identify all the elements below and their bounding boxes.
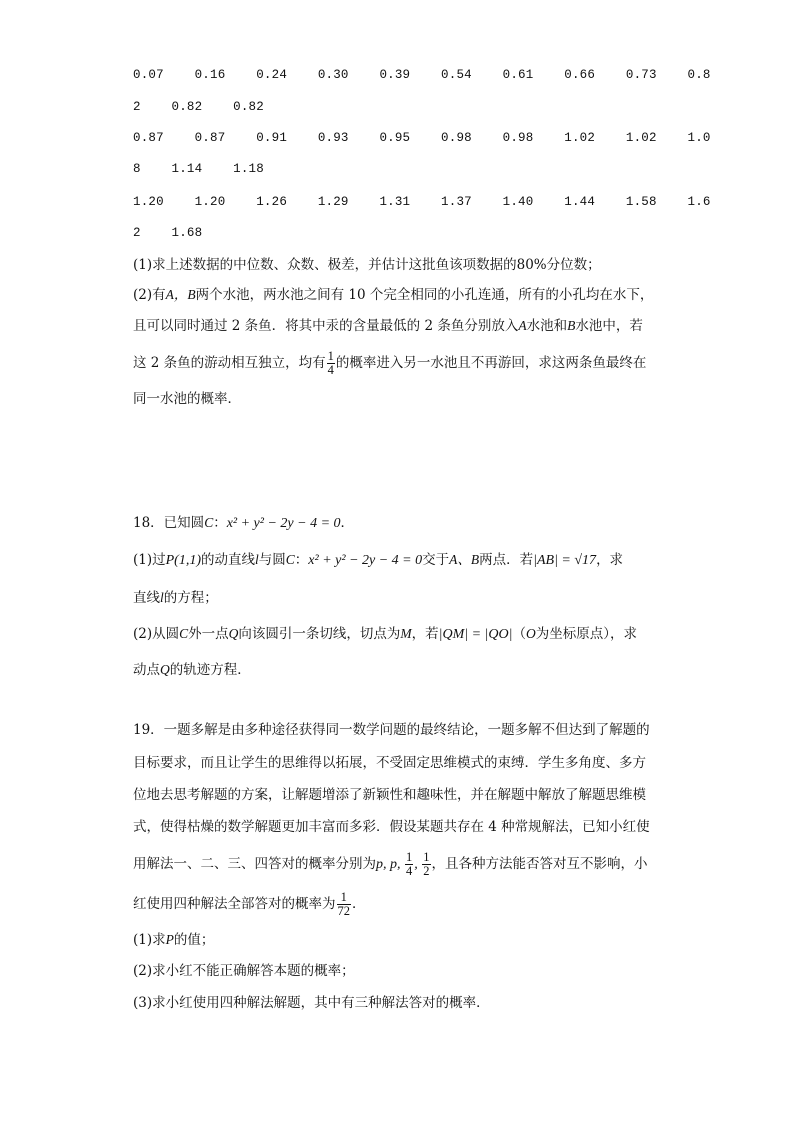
- q17-part2-line4: 同一水池的概率．: [133, 391, 241, 407]
- q18-part1-line1: (1)过P(1,1)的动直线l与圆C：x² + y² − 2y − 4 = 0交于A、B两点．若|AB| = √17，求: [133, 552, 624, 568]
- q19-line6: 红使用四种解法全部答对的概率为 $\frac{1}{72}$ ．: [133, 890, 366, 918]
- data-row-1: 0.07 0.16 0.24 0.30 0.39 0.54 0.61 0.66 0.73 0.8: [133, 68, 711, 82]
- q18-part2-line2: 动点Q的轨迹方程．: [133, 662, 251, 678]
- q19-line4: 式，使得枯燥的数学解题更加丰富而多彩．假设某题共存在 4 种常规解法，已知小红使: [133, 819, 650, 835]
- q18-stem: 18．已知圆C：x² + y² − 2y − 4 = 0．: [133, 515, 355, 531]
- q19-line1: 19．一题多解是由多种途径获得同一数学问题的最终结论，一题多解不但达到了解题的: [133, 722, 650, 738]
- fraction-one-seventytwo: $\frac{1}{72}$: [337, 890, 350, 918]
- q18-part2-line1: (2)从圆C外一点Q向该圆引一条切线，切点为M，若|QM| = |QO|（O为坐标原点），求: [133, 626, 637, 642]
- q19-line3: 位地去思考解题的方案，让解题增添了新颖性和趣味性，并在解题中解放了解题思维模: [133, 787, 646, 803]
- q19-sub2: (2)求小红不能正确解答本题的概率；: [133, 963, 355, 979]
- q18-part1-line2: 直线l的方程；: [133, 590, 218, 606]
- fraction-one-quarter: $\frac{1}{4}$: [327, 349, 334, 377]
- data-row-2-wrap: 8 1.14 1.18: [133, 162, 264, 176]
- q19-sub3: (3)求小红使用四种解法解题，其中有三种解法答对的概率．: [133, 995, 490, 1011]
- q17-part2-line1: (2)有A，B两个水池，两水池之间有 10 个完全相同的小孔连通，所有的小孔均在水下，: [133, 287, 654, 303]
- data-row-3: 1.20 1.20 1.26 1.29 1.31 1.37 1.40 1.44 1.58 1.6: [133, 195, 711, 209]
- fraction-one-quarter: $\frac{1}{4}$: [406, 850, 413, 878]
- fraction-one-half: $\frac{1}{2}$: [423, 850, 430, 878]
- q19-line2: 目标要求，而且让学生的思维得以拓展，不受固定思维模式的束缚．学生多角度、多方: [133, 755, 646, 771]
- q17-part2-line3: 这 2 条鱼的游动相互独立，均有 $\frac{1}{4}$ 的概率进入另一水池且不再游回，求这两条鱼最终在: [133, 349, 647, 377]
- data-row-2: 0.87 0.87 0.91 0.93 0.95 0.98 0.98 1.02 1.02 1.0: [133, 131, 711, 145]
- data-row-3-wrap: 2 1.68: [133, 226, 203, 240]
- q17-part1: (1)求上述数据的中位数、众数、极差，并估计这批鱼该项数据的80%分位数；: [133, 257, 601, 273]
- q19-sub1: (1)求P的值；: [133, 932, 215, 948]
- q17-part2-line2: 且可以同时通过 2 条鱼．将其中汞的含量最低的 2 条鱼分别放入A水池和B水池中，若: [133, 318, 643, 334]
- data-row-1-wrap: 2 0.82 0.82: [133, 100, 264, 114]
- circle-equation: x² + y² − 2y − 4 = 0: [226, 516, 341, 531]
- q19-line5: 用解法一、二、三、四答对的概率分别为p, p, $\frac{1}{4}$ , $\frac{1}{2}$ ，且各种方法能否答对互不影响，小: [133, 850, 648, 878]
